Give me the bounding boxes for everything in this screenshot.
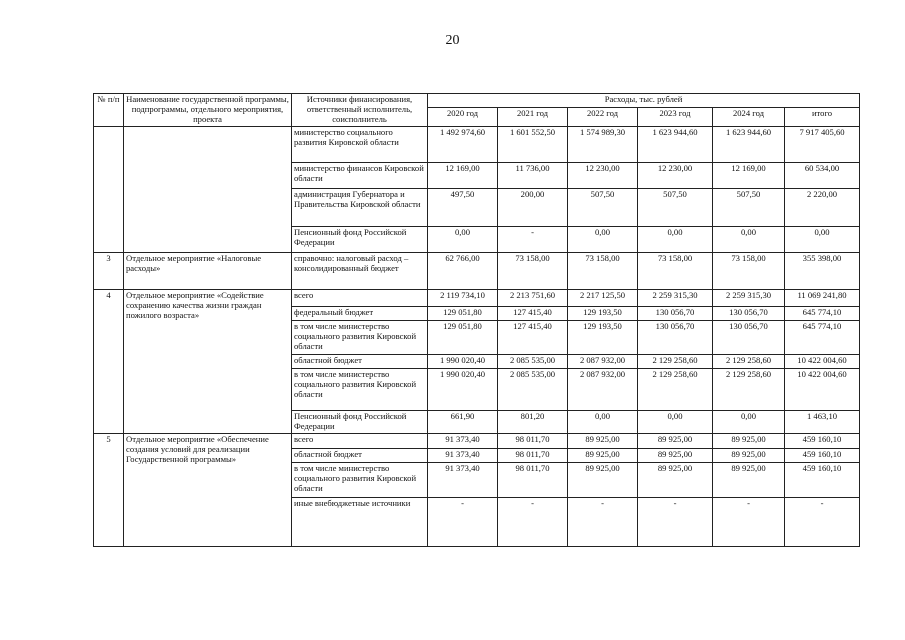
amount-cell: 11 736,00: [498, 162, 568, 188]
amount-cell: 661,90: [428, 410, 498, 433]
amount-cell: 89 925,00: [568, 462, 638, 497]
amount-cell: -: [498, 226, 568, 252]
table-row: [94, 433, 860, 448]
header-year-2023: 2023 год: [638, 107, 713, 126]
amount-cell: 11 069 241,80: [785, 289, 860, 306]
amount-cell: 497,50: [428, 188, 498, 226]
amount-cell: 89 925,00: [638, 448, 713, 462]
funding-source: министерство социального развития Кировской области: [292, 126, 428, 162]
amount-cell: 459 160,10: [785, 462, 860, 497]
amount-cell: 0,00: [713, 226, 785, 252]
measure-name: Отдельное мероприятие «Налоговые расходы»: [124, 252, 292, 289]
amount-cell: 91 373,40: [428, 433, 498, 448]
amount-cell: 1 492 974,60: [428, 126, 498, 162]
amount-cell: 127 415,40: [498, 306, 568, 320]
funding-source: министерство финансов Кировской области: [292, 162, 428, 188]
amount-cell: 73 158,00: [638, 252, 713, 289]
amount-cell: 73 158,00: [498, 252, 568, 289]
amount-cell: 2 119 734,10: [428, 289, 498, 306]
funding-source: в том числе министерство социального развития Кировской области: [292, 462, 428, 497]
amount-cell: 60 534,00: [785, 162, 860, 188]
funding-source: областной бюджет: [292, 448, 428, 462]
amount-cell: 459 160,10: [785, 448, 860, 462]
header-expenses: Расходы, тыс. рублей: [428, 94, 860, 108]
amount-cell: 1 623 944,60: [713, 126, 785, 162]
amount-cell: 0,00: [638, 410, 713, 433]
amount-cell: 0,00: [713, 410, 785, 433]
funding-source: администрация Губернатора и Правительства Кировской области: [292, 188, 428, 226]
amount-cell: 89 925,00: [638, 462, 713, 497]
row-number: 3: [94, 252, 124, 289]
row-number: [94, 126, 124, 252]
amount-cell: 2 259 315,30: [638, 289, 713, 306]
header-year-2024: 2024 год: [713, 107, 785, 126]
page-number: 20: [445, 33, 460, 48]
amount-cell: 507,50: [713, 188, 785, 226]
amount-cell: 2 220,00: [785, 188, 860, 226]
amount-cell: 129 051,80: [428, 320, 498, 354]
amount-cell: 12 230,00: [568, 162, 638, 188]
measure-name: [124, 126, 292, 252]
amount-cell: 10 422 004,60: [785, 354, 860, 368]
amount-cell: 129 051,80: [428, 306, 498, 320]
amount-cell: 2 129 258,60: [713, 368, 785, 410]
funding-source: областной бюджет: [292, 354, 428, 368]
amount-cell: 645 774,10: [785, 306, 860, 320]
funding-source: федеральный бюджет: [292, 306, 428, 320]
funding-source: Пенсионный фонд Российской Федерации: [292, 226, 428, 252]
amount-cell: 98 011,70: [498, 462, 568, 497]
amount-cell: 2 217 125,50: [568, 289, 638, 306]
funding-source: Пенсионный фонд Российской Федерации: [292, 410, 428, 433]
amount-cell: 200,00: [498, 188, 568, 226]
amount-cell: 12 169,00: [428, 162, 498, 188]
funding-source: в том числе министерство социального развития Кировской области: [292, 320, 428, 354]
amount-cell: 98 011,70: [498, 448, 568, 462]
amount-cell: 10 422 004,60: [785, 368, 860, 410]
budget-table: [93, 93, 860, 547]
amount-cell: 73 158,00: [713, 252, 785, 289]
amount-cell: 130 056,70: [713, 306, 785, 320]
amount-cell: 459 160,10: [785, 433, 860, 448]
header-name: Наименование государственной программы, подпрограммы, отдельного мероприятия, проекта: [124, 94, 292, 127]
amount-cell: 89 925,00: [713, 462, 785, 497]
amount-cell: -: [785, 497, 860, 546]
amount-cell: 12 169,00: [713, 162, 785, 188]
funding-source: всего: [292, 433, 428, 448]
amount-cell: 2 129 258,60: [638, 368, 713, 410]
table-row: [94, 252, 860, 289]
amount-cell: 91 373,40: [428, 448, 498, 462]
amount-cell: 91 373,40: [428, 462, 498, 497]
amount-cell: 645 774,10: [785, 320, 860, 354]
amount-cell: 73 158,00: [568, 252, 638, 289]
amount-cell: 89 925,00: [713, 433, 785, 448]
amount-cell: 2 085 535,00: [498, 368, 568, 410]
amount-cell: 1 623 944,60: [638, 126, 713, 162]
measure-name: Отдельное мероприятие «Содействие сохранению качества жизни граждан пожилого возраста»: [124, 289, 292, 433]
amount-cell: 0,00: [568, 226, 638, 252]
table-row: [94, 126, 860, 162]
amount-cell: 1 601 552,50: [498, 126, 568, 162]
amount-cell: 89 925,00: [713, 448, 785, 462]
amount-cell: 1 463,10: [785, 410, 860, 433]
header-no: № п/п: [94, 94, 124, 127]
amount-cell: 130 056,70: [638, 306, 713, 320]
amount-cell: -: [428, 497, 498, 546]
funding-source: всего: [292, 289, 428, 306]
amount-cell: 507,50: [568, 188, 638, 226]
amount-cell: 0,00: [638, 226, 713, 252]
table-body: [94, 126, 860, 546]
funding-source: в том числе министерство социального развития Кировской области: [292, 368, 428, 410]
amount-cell: 507,50: [638, 188, 713, 226]
header-year-total: итого: [785, 107, 860, 126]
amount-cell: 2 129 258,60: [713, 354, 785, 368]
amount-cell: 130 056,70: [713, 320, 785, 354]
amount-cell: 89 925,00: [568, 433, 638, 448]
header-year-2020: 2020 год: [428, 107, 498, 126]
row-number: 4: [94, 289, 124, 433]
amount-cell: 129 193,50: [568, 320, 638, 354]
amount-cell: -: [638, 497, 713, 546]
amount-cell: -: [713, 497, 785, 546]
amount-cell: 801,20: [498, 410, 568, 433]
amount-cell: 7 917 405,60: [785, 126, 860, 162]
amount-cell: 98 011,70: [498, 433, 568, 448]
amount-cell: 0,00: [568, 410, 638, 433]
amount-cell: 1 990 020,40: [428, 354, 498, 368]
funding-source: иные внебюджетные источники: [292, 497, 428, 546]
amount-cell: 129 193,50: [568, 306, 638, 320]
amount-cell: 355 398,00: [785, 252, 860, 289]
measure-name: Отдельное мероприятие «Обеспечение создания условий для реализации Государственной программы»: [124, 433, 292, 546]
amount-cell: 2 213 751,60: [498, 289, 568, 306]
amount-cell: 2 085 535,00: [498, 354, 568, 368]
row-number: 5: [94, 433, 124, 546]
amount-cell: 130 056,70: [638, 320, 713, 354]
amount-cell: 0,00: [785, 226, 860, 252]
header-year-2022: 2022 год: [568, 107, 638, 126]
amount-cell: 1 990 020,40: [428, 368, 498, 410]
amount-cell: 2 259 315,30: [713, 289, 785, 306]
amount-cell: 62 766,00: [428, 252, 498, 289]
amount-cell: 2 087 932,00: [568, 354, 638, 368]
amount-cell: -: [498, 497, 568, 546]
amount-cell: 0,00: [428, 226, 498, 252]
amount-cell: -: [568, 497, 638, 546]
amount-cell: 2 087 932,00: [568, 368, 638, 410]
header-source: Источники финансирования, ответственный исполнитель, соисполнитель: [292, 94, 428, 127]
amount-cell: 127 415,40: [498, 320, 568, 354]
table-row: [94, 289, 860, 306]
amount-cell: 12 230,00: [638, 162, 713, 188]
amount-cell: 89 925,00: [568, 448, 638, 462]
amount-cell: 89 925,00: [638, 433, 713, 448]
header-year-2021: 2021 год: [498, 107, 568, 126]
amount-cell: 2 129 258,60: [638, 354, 713, 368]
funding-source: справочно: налоговый расход – консолидированный бюджет: [292, 252, 428, 289]
amount-cell: 1 574 989,30: [568, 126, 638, 162]
